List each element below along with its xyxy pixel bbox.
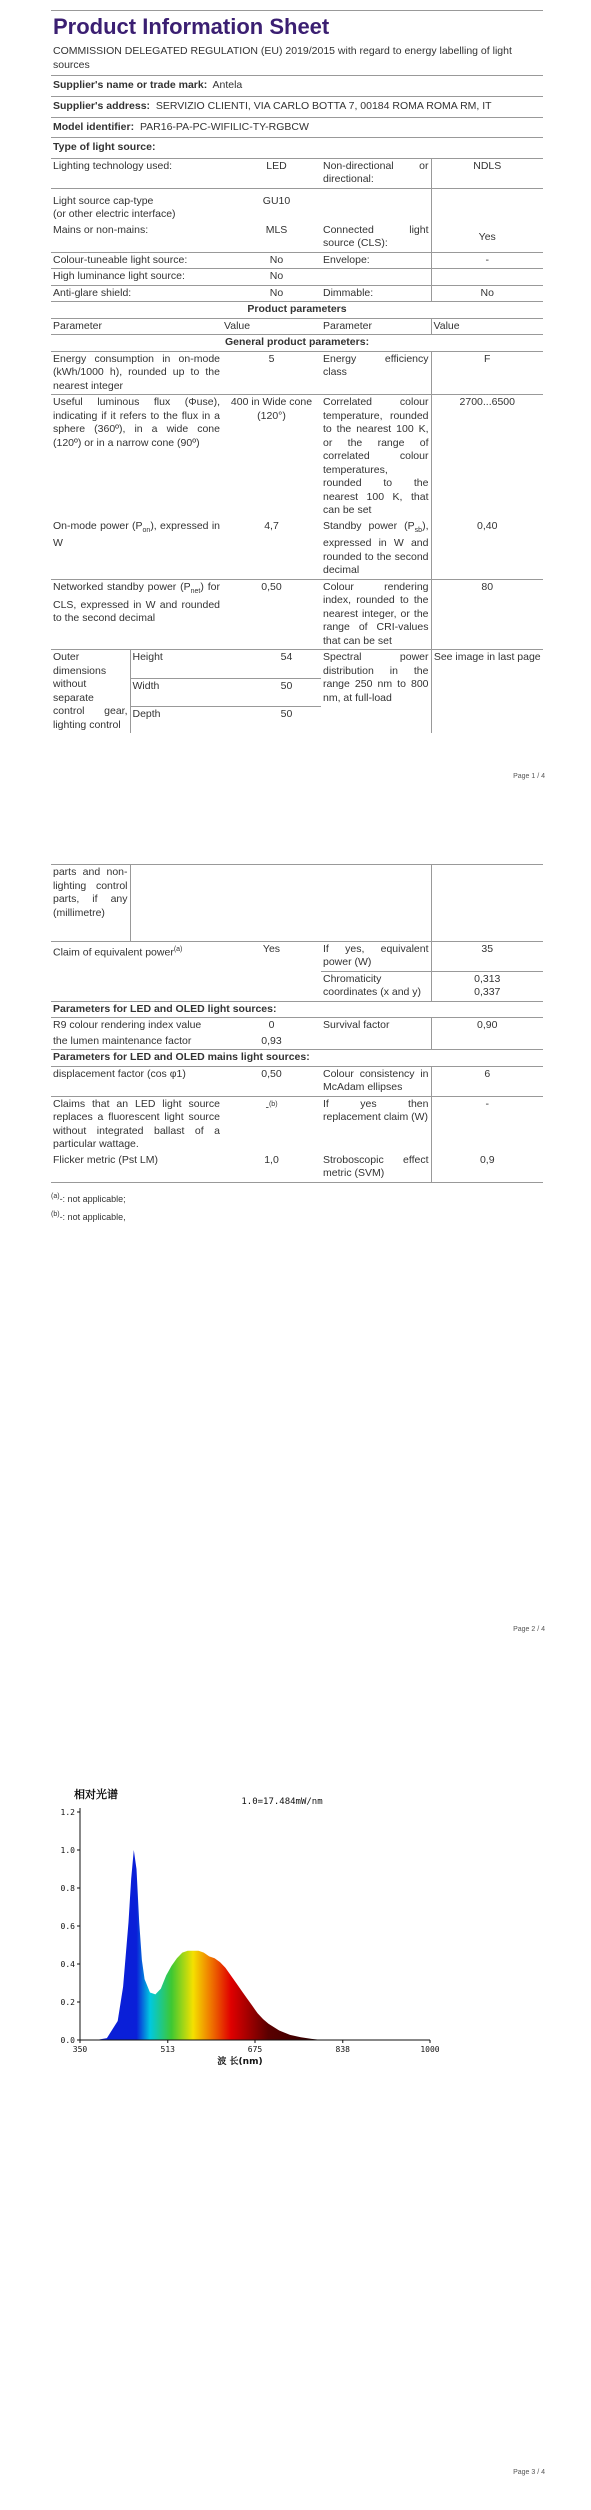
- pon-label: On-mode power $(P_{on})$, expressed in W: [53, 519, 220, 550]
- pnet-value: 0,50: [222, 579, 321, 649]
- cct-value: 2700...6500: [431, 395, 543, 519]
- chroma-x: 0,313: [474, 972, 501, 985]
- flicker-value: 1,0: [222, 1153, 321, 1183]
- directional-label: Non-directional or directional:: [321, 158, 431, 188]
- dimensions-table: [51, 649, 543, 733]
- footer-page-1: Page 1 / 4: [513, 773, 545, 780]
- pnet-row: [51, 579, 543, 649]
- y-tick-label: 0.6: [60, 1922, 75, 1931]
- height-row: [51, 650, 543, 678]
- tech-label: Lighting technology used:: [51, 158, 232, 188]
- type-heading-row: [51, 137, 543, 158]
- col-value-1: Value: [222, 318, 321, 335]
- y-tick-label: 0.8: [60, 1884, 75, 1893]
- flicker-row: [51, 1153, 543, 1183]
- footer-page-3: Page 3 / 4: [513, 2469, 545, 2476]
- replace-value: -: [485, 1097, 489, 1110]
- params-heading-row: [51, 302, 543, 318]
- footnote-a: $^{(a)}$-: not applicable;: [51, 1192, 126, 1204]
- flux-value: 400 in Wide cone (120°): [222, 395, 321, 519]
- cap-value: GU10: [232, 188, 321, 223]
- y-tick-label: 1.2: [60, 1808, 75, 1817]
- params-colheads: [51, 318, 543, 335]
- width-label: Width: [130, 678, 252, 706]
- svm-value: 0,9: [431, 1153, 543, 1183]
- y-tick-label: 0.4: [60, 1960, 75, 1969]
- fluor-value: -$^{(b)}$: [265, 1100, 278, 1113]
- tunable-value: No: [232, 252, 321, 269]
- maint-label: the lumen maintenance factor: [51, 1034, 222, 1050]
- cap-label-2: (or other electric interface): [53, 208, 176, 221]
- depth-value: 50: [252, 706, 321, 733]
- page-3: [0, 1652, 591, 2510]
- mains-heading: Parameters for LED and OLED mains light sources:: [51, 1050, 543, 1067]
- width-value: 50: [252, 678, 321, 706]
- highlum-row: [51, 269, 543, 286]
- power-row: [51, 519, 543, 580]
- regulation-text: COMMISSION DELEGATED REGULATION (EU) 2019/2015 with regard to energy labelling of light sources: [53, 45, 512, 71]
- height-value: 54: [252, 650, 321, 678]
- maint-row: [51, 1034, 543, 1050]
- info-sheet-page-2: [51, 864, 543, 1225]
- cap-row: [51, 188, 543, 223]
- dim-label: Outer dimensions without separate control gear, lighting control: [51, 650, 130, 734]
- directional-value: NDLS: [431, 158, 543, 188]
- page-2: [0, 790, 591, 1652]
- disp-row: [51, 1066, 543, 1096]
- led-heading-row: [51, 1001, 543, 1018]
- disp-label: displacement factor (cos φ1): [51, 1066, 222, 1096]
- flicker-label: Flicker metric (Pst LM): [51, 1153, 222, 1183]
- spd-label: Spectral power distribution in the range 250 nm to 800 nm, at full-load: [321, 650, 431, 734]
- regulation-row: [51, 42, 543, 75]
- model-value: PAR16-PA-PC-WIFILIC-TY-RGBCW: [139, 120, 309, 133]
- info-sheet-page-1: [51, 10, 543, 733]
- page-title: Product Information Sheet: [51, 10, 543, 42]
- depth-label: Depth: [130, 706, 252, 733]
- class-label: Energy efficiency class: [321, 351, 431, 395]
- tech-value: LED: [232, 158, 321, 188]
- survival-label: Survival factor: [321, 1018, 431, 1034]
- supplier-name-label: Supplier's name or trade mark:: [53, 79, 208, 92]
- psb-label: Standby power $(P_{sb})$, expressed in W and rounded to the second decimal: [321, 519, 431, 580]
- col-parameter-1: Parameter: [51, 318, 222, 335]
- parameters-cont-table: [51, 941, 543, 1183]
- mains-heading-row: [51, 1050, 543, 1067]
- mains-value: MLS: [265, 223, 288, 236]
- supplier-name-value: Antela: [212, 79, 243, 92]
- glare-row: [51, 285, 543, 302]
- page-1: [0, 0, 591, 790]
- x-tick-label: 513: [160, 2045, 175, 2054]
- chart-annotation: 1.0=17.484mW/nm: [241, 1797, 323, 1807]
- mains-label: Mains or non-mains:: [53, 223, 149, 236]
- spd-value: See image in last page: [431, 650, 543, 734]
- x-tick-label: 675: [247, 2045, 263, 2054]
- x-tick-label: 838: [335, 2045, 350, 2054]
- spectrum-area: [50, 1782, 460, 2067]
- col-value-2: Value: [431, 318, 543, 335]
- supplier-address-row: [51, 96, 543, 117]
- dim-label-cont: parts and non-lighting control parts, if any (millimetre): [51, 865, 130, 941]
- dimmable-label: Dimmable:: [321, 285, 431, 302]
- chart-title: 相对光谱: [74, 1788, 118, 1801]
- cls-label: Connected light source (CLS):: [321, 223, 431, 253]
- energy-label: Energy consumption in on-mode (kWh/1000 h), rounded up to the nearest integer: [53, 352, 220, 392]
- tech-row: [51, 158, 543, 188]
- model-row: [51, 117, 543, 138]
- x-axis-label: 波 长(nm): [217, 2057, 263, 2067]
- cap-label: Light source cap-type: [53, 194, 154, 207]
- mcadam-label: Colour consistency in McAdam ellipses: [321, 1066, 431, 1096]
- chroma-y: 0,337: [474, 986, 501, 998]
- dimensions-cont-table: [51, 864, 543, 941]
- highlum-value: No: [232, 269, 321, 286]
- flux-row: [51, 395, 543, 519]
- energy-value: 5: [268, 352, 275, 365]
- chroma-label: Chromaticity coordinates (x and y): [321, 971, 431, 1001]
- supplier-name-row: [51, 75, 543, 96]
- footnote-b: $^{(b)}$-: not applicable,: [51, 1210, 126, 1222]
- supplier-address-label: Supplier's address:: [53, 99, 151, 112]
- model-label: Model identifier:: [53, 120, 135, 133]
- survival-value: 0,90: [477, 1019, 498, 1031]
- r9-label: R9 colour rendering index value: [53, 1019, 202, 1031]
- envelope-value: -: [431, 252, 543, 269]
- chroma-row: [51, 971, 543, 1001]
- supplier-address-value: SERVIZIO CLIENTI, VIA CARLO BOTTA 7, 00184 ROMA ROMA RM, IT: [155, 99, 492, 112]
- parameters-table: [51, 302, 543, 649]
- cls-value: Yes: [478, 230, 496, 243]
- height-label: Height: [130, 650, 252, 678]
- energy-row: [51, 351, 543, 395]
- general-heading: General product parameters:: [51, 335, 543, 352]
- x-tick-label: 350: [72, 2045, 88, 2054]
- col-parameter-2: Parameter: [321, 318, 431, 335]
- light-type-table: [51, 158, 543, 303]
- pon-value: 4,7: [264, 519, 279, 532]
- spectral-chart: [50, 1782, 460, 2067]
- equiv-row: [51, 941, 543, 971]
- led-heading: Parameters for LED and OLED light sources:: [51, 1001, 543, 1018]
- y-tick-label: 1.0: [60, 1846, 75, 1855]
- psb-value: 0,40: [477, 519, 498, 532]
- mains-row: [51, 223, 543, 253]
- dim-cont-row: [51, 865, 543, 941]
- equiv-w-value: 35: [431, 941, 543, 971]
- class-value: F: [484, 352, 491, 365]
- general-heading-row: [51, 335, 543, 352]
- r9-row: [51, 1018, 543, 1034]
- glare-value: No: [232, 285, 321, 302]
- svm-label: Stroboscopic effect metric (SVM): [321, 1153, 431, 1183]
- flux-label: Useful luminous flux (Φuse), indicating if it refers to the flux in a sphere (360º), in a wide cone (120º) or in a narrow cone (90º): [51, 395, 222, 519]
- r9-value: 0: [268, 1019, 275, 1031]
- y-tick-label: 0.2: [60, 1998, 75, 2007]
- footer-page-2: Page 2 / 4: [513, 1626, 545, 1633]
- spectral-chart-svg: [50, 1782, 460, 2067]
- envelope-label: Envelope:: [321, 252, 431, 269]
- mcadam-value: 6: [431, 1066, 543, 1096]
- params-heading: Product parameters: [51, 302, 543, 318]
- x-tick-label: 1000: [420, 2045, 440, 2054]
- equiv-label: Claim of equivalent power$^{(a)}$: [51, 941, 222, 971]
- equiv-w-label: If yes, equivalent power (W): [321, 941, 431, 971]
- dimmable-value: No: [431, 285, 543, 302]
- equiv-value: Yes: [222, 941, 321, 971]
- fluor-row: [51, 1096, 543, 1153]
- maint-value: 0,93: [222, 1034, 321, 1050]
- highlum-label: High luminance light source:: [51, 269, 232, 286]
- disp-value: 0,50: [222, 1066, 321, 1096]
- cct-label: Correlated colour temperature, rounded to the nearest 100 K, or the range of correlated colour temperatures, rounded to the nearest 100 K, that can be set: [321, 395, 431, 519]
- y-tick-label: 0.0: [60, 2036, 75, 2045]
- glare-label: Anti-glare shield:: [51, 285, 232, 302]
- pnet-label: Networked standby power $(P_{net})$ for CLS, expressed in W and rounded to the second decimal: [51, 579, 222, 649]
- fluor-label: Claims that an LED light source replaces a fluorescent light source without integrated ballast of a particular wattage.: [53, 1097, 220, 1150]
- cri-value: 80: [431, 579, 543, 649]
- type-heading: Type of light source:: [53, 141, 156, 154]
- footnotes: [51, 1189, 543, 1225]
- tunable-label: Colour-tuneable light source:: [51, 252, 232, 269]
- replace-label: If yes then replacement claim (W): [321, 1096, 431, 1153]
- tunable-row: [51, 252, 543, 269]
- cri-label: Colour rendering index, rounded to the nearest integer, or the range of CRI-values that can be set: [321, 579, 431, 649]
